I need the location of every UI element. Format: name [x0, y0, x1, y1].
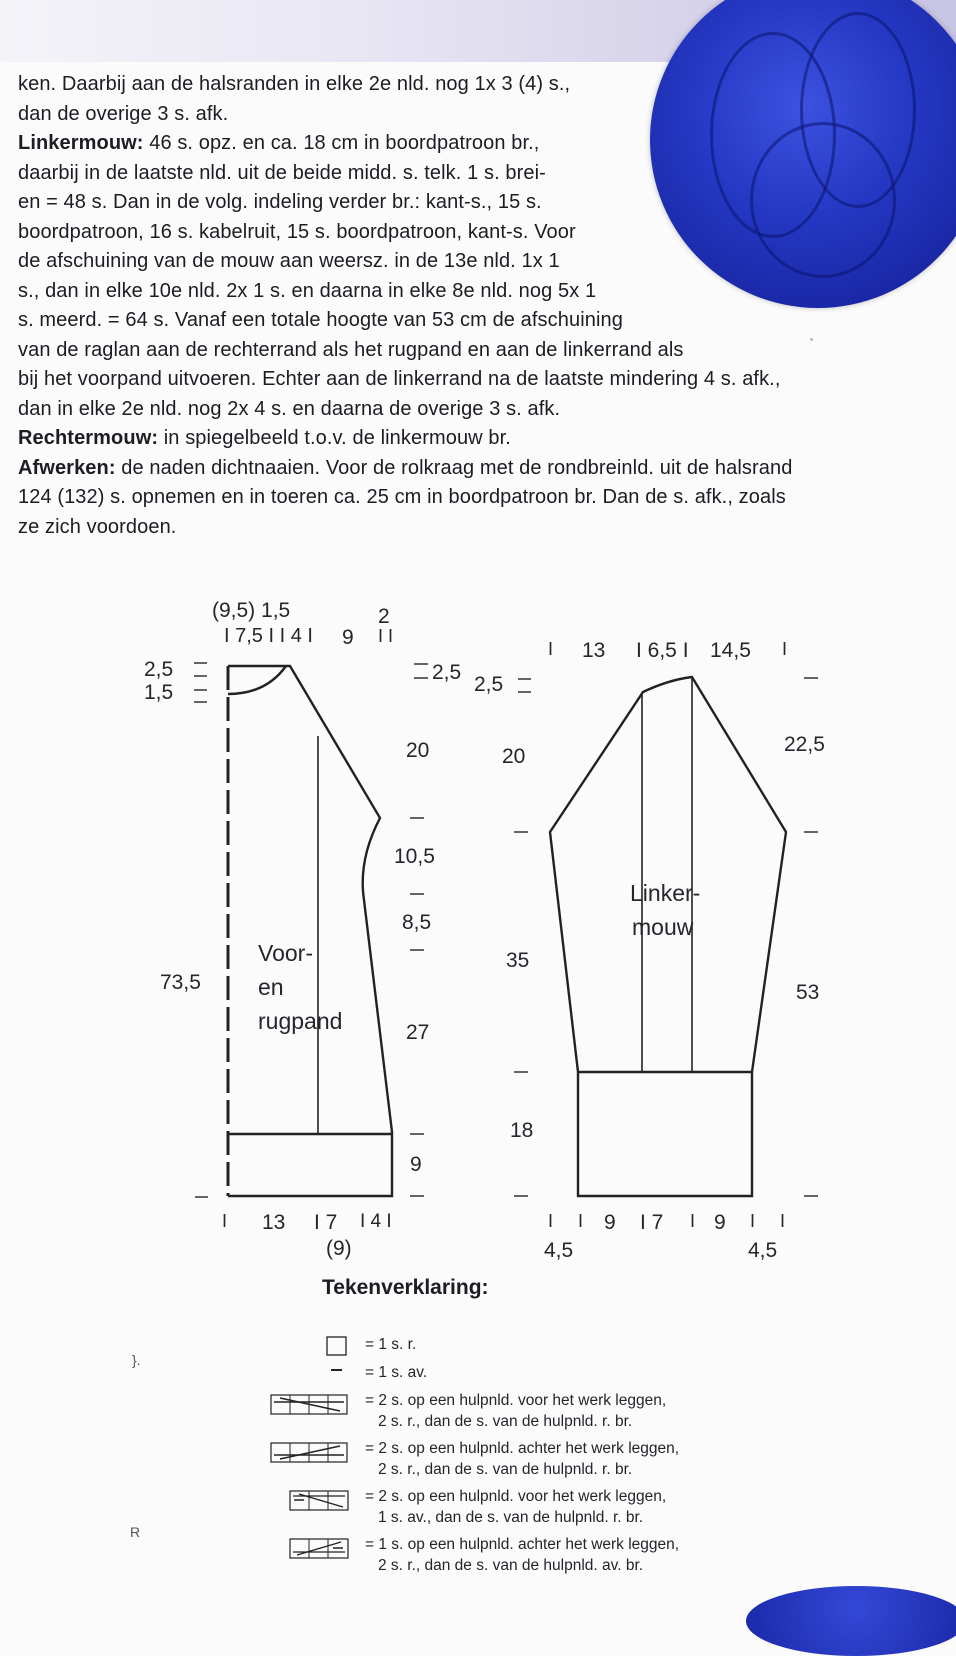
- front-right-label: 2,5: [432, 661, 462, 684]
- cable-front-purl-icon: [289, 1490, 349, 1512]
- legend-item: = 1 s. av.: [365, 1364, 428, 1381]
- sleeve-bottom-label: I: [578, 1211, 584, 1231]
- front-piece-name: en: [258, 974, 284, 1000]
- sleeve-left-label: 35: [506, 949, 530, 972]
- sleeve-top-label: I: [782, 639, 788, 659]
- legend-item: = 2 s. op een hulpnld. achter het werk leggen,: [365, 1440, 680, 1457]
- instruction-line: ze zich voordoen.: [18, 515, 177, 538]
- sleeve-left-label: 2,5: [474, 673, 504, 696]
- legend-item: 1 s. av., dan de s. van de hulpnld. r. br.: [378, 1509, 644, 1526]
- legend-item: = 2 s. op een hulpnld. voor het werk leggen,: [365, 1392, 667, 1409]
- sleeve-left-label: 20: [502, 745, 526, 768]
- dash-icon: [326, 1364, 348, 1376]
- front-piece-outline: [228, 666, 392, 1196]
- sleeve-piece-name: Linker-: [630, 880, 701, 906]
- instruction-line: 46 s. opz. en ca. 18 cm in boordpatroon br.,: [143, 132, 540, 154]
- instruction-line: bij het voorpand uitvoeren. Echter aan de linkerrand na de laatste mindering 4 s. afk.,: [18, 368, 781, 390]
- front-piece-name: Voor-: [258, 940, 313, 966]
- front-top-label: I 7,5 I I 4 I: [224, 625, 313, 647]
- front-left-label: 73,5: [160, 971, 201, 994]
- legend-item: 2 s. r., dan de s. van de hulpnld. r. br.: [378, 1413, 633, 1430]
- front-right-label: 20: [406, 739, 430, 762]
- sleeve-bottom-label: I: [780, 1211, 786, 1231]
- legend-item: 2 s. r., dan de s. van de hulpnld. r. br.: [378, 1461, 633, 1478]
- instruction-line: dan in elke 2e nld. nog 2x 4 s. en daarna de overige 3 s. afk.: [18, 397, 561, 420]
- legend-item: = 1 s. op een hulpnld. achter het werk leggen,: [365, 1536, 680, 1553]
- sleeve-piece-name: mouw: [632, 914, 694, 940]
- instruction-line: daarbij in de laatste nld. uit de beide midd. s. telk. 1 s. brei-: [18, 161, 546, 184]
- margin-mark: }.: [132, 1352, 141, 1368]
- sleeve-bottom-label: 4,5: [544, 1239, 574, 1262]
- margin-mark: R: [130, 1524, 141, 1540]
- front-top-label: I I: [378, 626, 394, 646]
- sleeve-bottom-label: I: [750, 1211, 756, 1231]
- cable-back-icon: [270, 1442, 348, 1464]
- front-right-label: 10,5: [394, 845, 435, 868]
- sleeve-bottom-label: 9: [604, 1211, 616, 1234]
- legend-title: Tekenverklaring:: [322, 1276, 489, 1299]
- sleeve-top-label: I 6,5 I: [636, 639, 689, 662]
- instruction-line: s., dan in elke 10e nld. 2x 1 s. en daarna in elke 8e nld. nog 5x 1: [18, 279, 597, 302]
- section-title-linkermouw: Linkermouw:: [18, 132, 144, 154]
- front-top-label: (9,5) 1,5: [212, 599, 291, 622]
- front-bottom-label: I 7: [314, 1211, 338, 1234]
- sleeve-bottom-label: 9: [714, 1211, 726, 1234]
- instruction-line: 124 (132) s. opnemen en in toeren ca. 25 cm in boordpatroon br. Dan de s. afk., zoals: [18, 486, 786, 508]
- front-right-label: 27: [406, 1021, 430, 1044]
- sleeve-bottom-label: I: [690, 1211, 696, 1231]
- front-piece-name: rugpand: [258, 1008, 343, 1034]
- cable-front-icon: [270, 1394, 348, 1416]
- instruction-line: en = 48 s. Dan in de volg. indeling verder br.: kant-s., 15 s.: [18, 191, 542, 213]
- sleeve-bottom-label: I 7: [640, 1211, 664, 1234]
- sleeve-top-label: I: [548, 639, 554, 659]
- section-title-afwerken: Afwerken:: [18, 456, 116, 479]
- sleeve-bottom-label: 4,5: [748, 1239, 778, 1262]
- front-top-label: 2: [378, 605, 390, 628]
- instruction-line: s. meerd. = 64 s. Vanaf een totale hoogte van 53 cm de afschuining: [18, 309, 623, 331]
- front-top-label: 9: [342, 626, 354, 649]
- instruction-line: in spiegelbeeld t.o.v. de linkermouw br.: [158, 427, 511, 449]
- sleeve-top-label: 14,5: [710, 639, 751, 662]
- instruction-line: de afschuining van de mouw aan weersz. in de 13e nld. 1x 1: [18, 250, 560, 272]
- front-bottom-label: I 4 I: [360, 1211, 392, 1232]
- instruction-line: boordpatroon, 16 s. kabelruit, 15 s. boordpatroon, kant-s. Voor: [18, 220, 576, 243]
- sleeve-bottom-label: I: [548, 1211, 554, 1231]
- instruction-line: van de raglan aan de rechterrand als het rugpand en aan de linkerrand als: [18, 338, 684, 361]
- legend-item: 2 s. r., dan de s. van de hulpnld. av. br.: [378, 1557, 644, 1574]
- empty-square-icon: [326, 1336, 348, 1356]
- legend-item: = 1 s. r.: [365, 1336, 417, 1353]
- sleeve-top-label: 13: [582, 639, 606, 662]
- front-bottom-label: (9): [326, 1237, 352, 1260]
- instruction-line: ken. Daarbij aan de halsranden in elke 2e nld. nog 1x 3 (4) s.,: [18, 73, 571, 95]
- legend-item: = 2 s. op een hulpnld. voor het werk leggen,: [365, 1488, 667, 1505]
- sleeve-right-label: 53: [796, 981, 820, 1004]
- front-bottom-label: 13: [262, 1211, 286, 1234]
- front-left-label: 2,5: [144, 658, 174, 681]
- section-title-rechtermouw: Rechtermouw:: [18, 427, 159, 449]
- sleeve-right-label: 22,5: [784, 733, 825, 756]
- front-bottom-label: I: [222, 1211, 228, 1231]
- front-right-label: 8,5: [402, 911, 432, 934]
- sleeve-left-label: 18: [510, 1119, 534, 1142]
- cable-back-purl-icon: [289, 1538, 349, 1560]
- instruction-line: dan de overige 3 s. afk.: [18, 102, 229, 125]
- instruction-line: de naden dichtnaaien. Voor de rolkraag met de rondbreinld. uit de halsrand: [115, 456, 793, 479]
- front-left-label: 1,5: [144, 681, 174, 704]
- front-neck-curve: [228, 666, 286, 694]
- front-right-label: 9: [410, 1153, 422, 1176]
